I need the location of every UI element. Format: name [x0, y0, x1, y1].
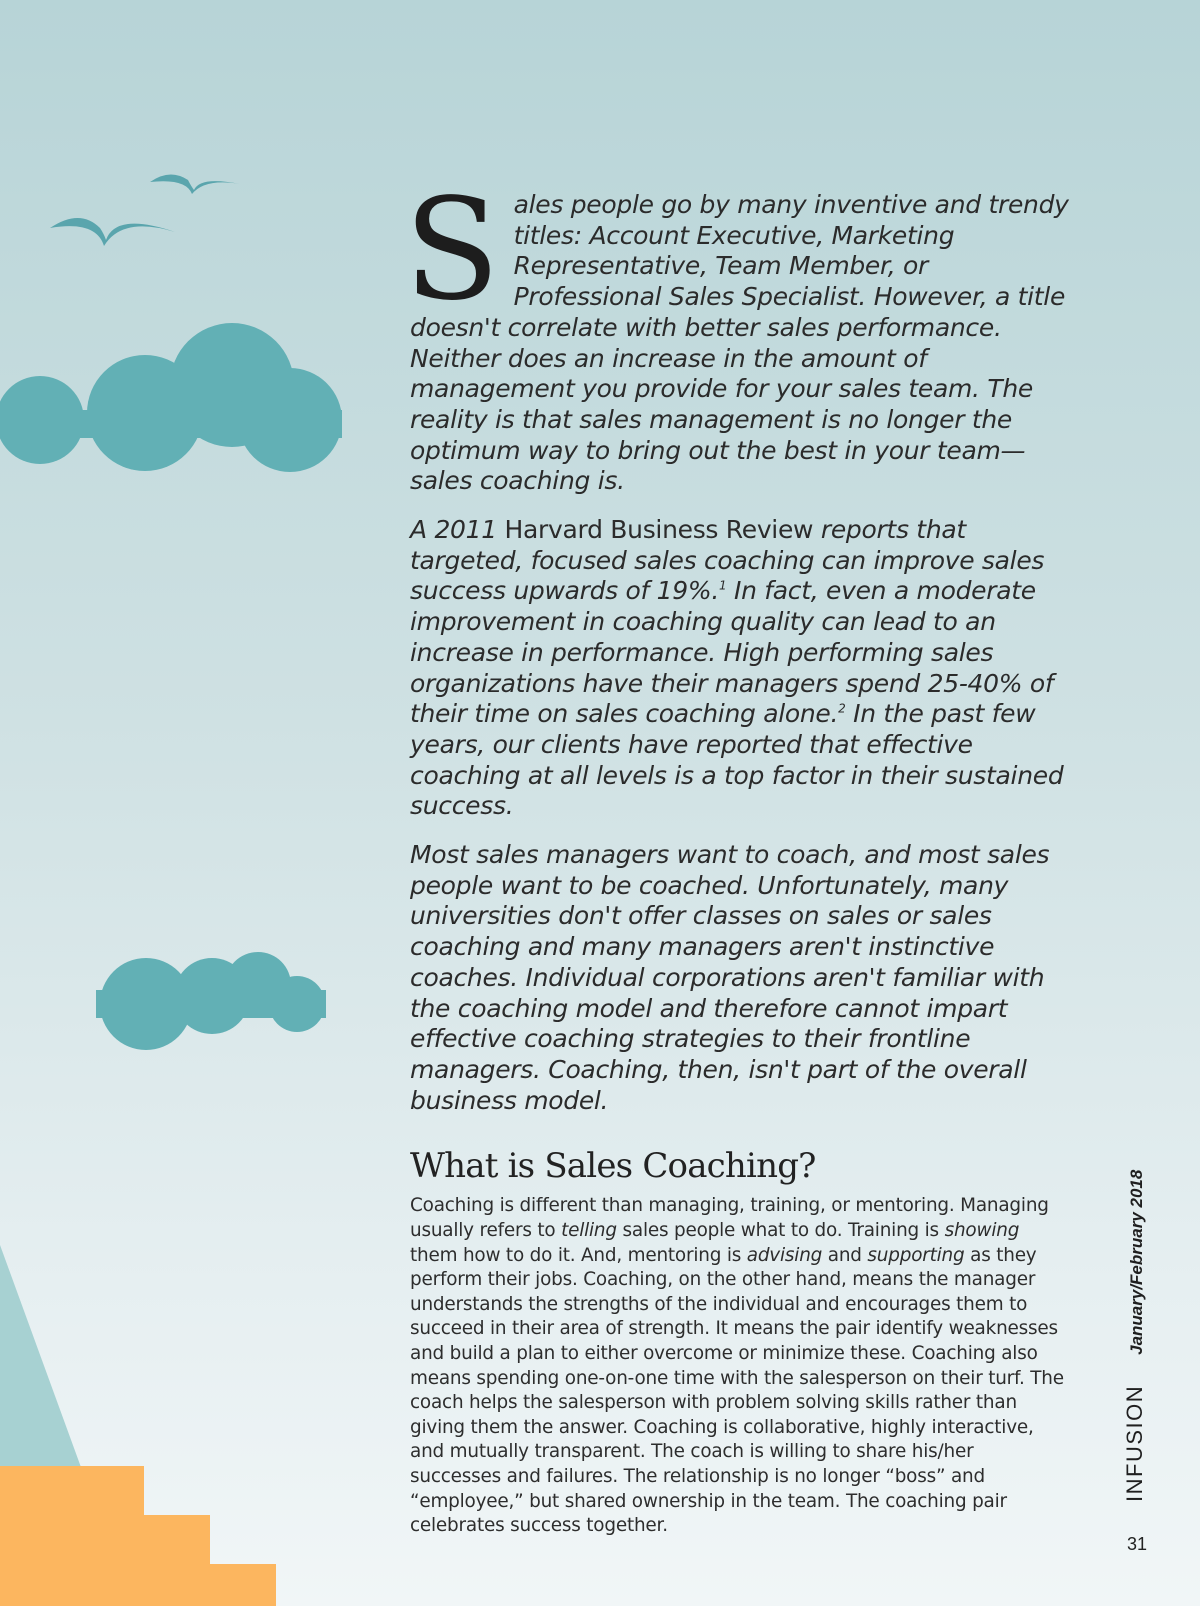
- bird-icon: [150, 174, 240, 194]
- article: [404, 169, 1070, 1539]
- drop-cap: S: [404, 169, 500, 332]
- footnote-1: 1: [719, 579, 727, 594]
- footnote-2: 2: [838, 701, 846, 716]
- intro-paragraph-3: Most sales managers want to coach, and most sales people want to be coached. Unfortunately, many universities don't offer classes on sales or sales coaching and many managers aren't instinctive coaches. Individual corporations aren't familiar with the coaching model and therefore cannot impart effective coaching strategies to their frontline managers. Coaching, then, isn't part of the overall business model.: [410, 840, 1050, 1115]
- issue-date: January/February 2018: [1127, 1169, 1146, 1355]
- section-body: Coaching is different than managing, training, or mentoring. Managing usually refers to telling sales people what to do. Training is showing them how to do it. And, mentoring is advising and supporting as they perform their jobs. Coaching, on the other hand, means the manager understands the strengths of the individual and encourages them to succeed in their area of strength. It means the pair identify weaknesses and build a plan to either overcome or minimize these. Coaching also means spending one-on-one time with the salesperson on their turf. The coach helps the salesperson with problem solving skills rather than giving them the answer. Coaching is collaborative, highly interactive, and mutually transparent. The coach is willing to share his/her successes and failures. The relationship is no longer “boss” and “employee,” but shared ownership in the team. The coaching pair celebrates success together.: [410, 1195, 1064, 1537]
- bird-icon: [50, 218, 175, 246]
- sidebar-masthead: [1122, 1170, 1148, 1502]
- steps-shape: [0, 1466, 276, 1606]
- intro-paragraph-2: A 2011 Harvard Business Review reports that targeted, focused sales coaching can improve sales success upwards of 19%.$^1$ In fact, even a moderate improvement in coaching quality can lead to an increase in performance. High performing sales organizations have their managers spend 25-40% of their time on sales coaching alone.$^2$ In the past few years, our clients have reported that effective coaching at all levels is a top factor in their sustained success.: [410, 515, 1064, 821]
- intro-paragraph-1-text: ales people go by many inventive and trendy titles: Account Executive, Marketing Representative, Team Member, or Professional Sales Specialist. However, a title doesn't correlate with better sales performance. Neither does an increase in the amount of management you provide for your sales team. The reality is that sales management is no longer the optimum way to bring out the best in your team—sales coaching is.: [410, 190, 1069, 496]
- intro-paragraph-1: [404, 169, 1070, 497]
- cloud-small-icon: [96, 952, 326, 1050]
- page-number: 31: [1127, 1534, 1148, 1554]
- intro-section: [404, 169, 1070, 1116]
- mountain-shape: [0, 1245, 82, 1470]
- section-heading: What is Sales Coaching?: [410, 1146, 816, 1187]
- source-name: Harvard Business Review: [504, 515, 814, 545]
- brand-logo: INFUSION: [1122, 1384, 1147, 1502]
- cloud-large-icon: [0, 323, 342, 472]
